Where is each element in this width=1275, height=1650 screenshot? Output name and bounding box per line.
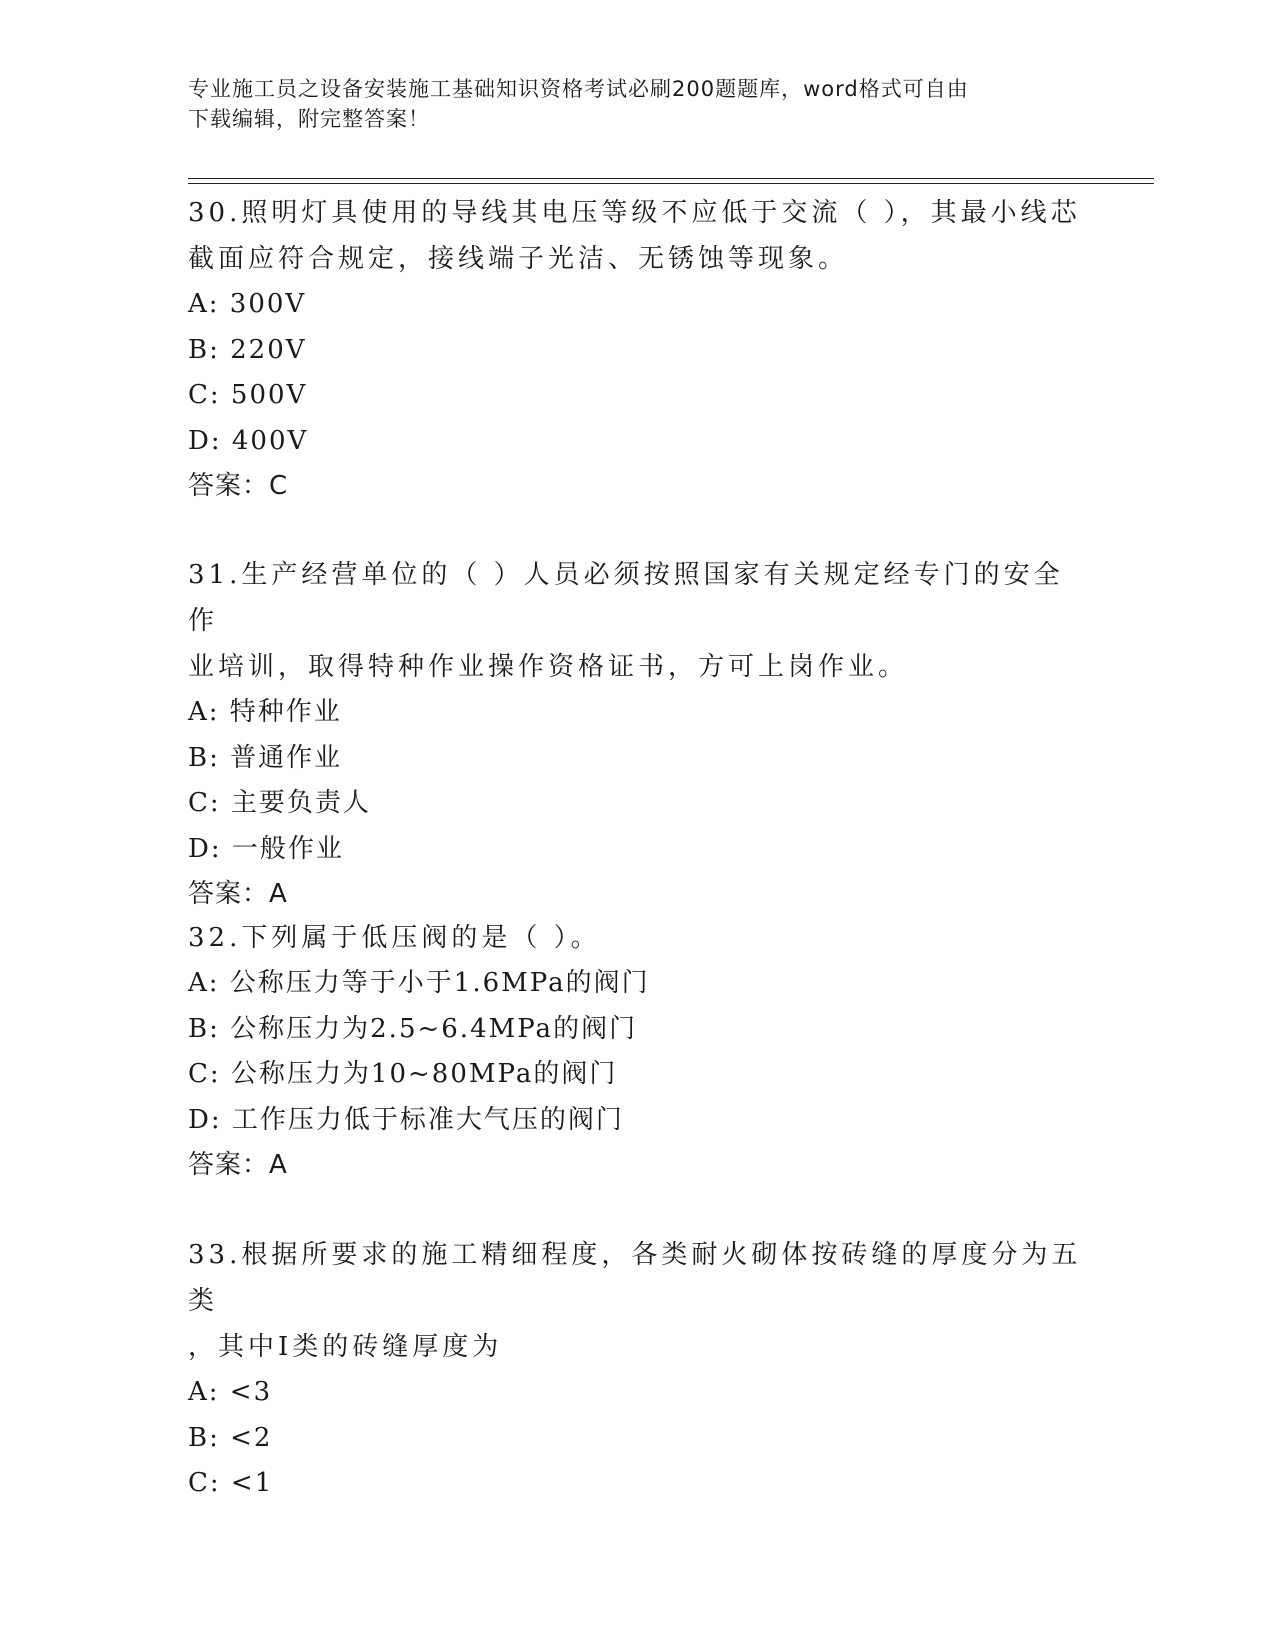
header-divider-bottom (188, 183, 1154, 184)
question-text-line: 业培训，取得特种作业操作资格证书，方可上岗作业。 (188, 652, 909, 682)
question-32 (188, 915, 1088, 1188)
option-b: B: 220V (188, 334, 307, 365)
document-header (188, 74, 1068, 134)
answer: 答案：A (188, 879, 288, 909)
option-b: B: 公称压力为2.5~6.4MPa的阀门 (188, 1013, 638, 1044)
option-a: A: 公称压力等于小于1.6MPa的阀门 (188, 968, 650, 998)
option-d: D: 400V (188, 425, 309, 456)
header-line-2: 下载编辑，附完整答案！ (188, 107, 430, 131)
question-text-line: 截面应符合规定，接线端子光洁、无锈蚀等现象。 (188, 244, 849, 274)
question-33 (188, 1232, 1088, 1507)
question-text-line: 32.下列属于低压阀的是（ ）。 (188, 923, 601, 953)
option-b: B: <2 (188, 1422, 273, 1453)
option-c: C: 主要负责人 (188, 788, 371, 818)
answer: 答案：A (188, 1150, 288, 1180)
header-divider-top (188, 178, 1154, 179)
question-30 (188, 190, 1088, 509)
option-a: A: 特种作业 (188, 697, 342, 727)
question-text-line: 31.生产经营单位的（ ）人员必须按照国家有关规定经专门的安全作 (188, 560, 1064, 636)
option-d: D: 一般作业 (188, 833, 344, 864)
option-b: B: 普通作业 (188, 742, 343, 773)
option-c: C: 公称压力为10~80MPa的阀门 (188, 1059, 618, 1089)
option-a: A: <3 (188, 1377, 273, 1407)
option-d: D: 工作压力低于标准大气压的阀门 (188, 1104, 624, 1135)
question-31 (188, 552, 1088, 917)
option-c: C: <1 (188, 1468, 274, 1498)
answer: 答案：C (188, 471, 289, 501)
option-c: C: 500V (188, 380, 308, 410)
option-a: A: 300V (188, 289, 307, 319)
header-line-1: 专业施工员之设备安装施工基础知识资格考试必刷200题题库，word格式可自由 (188, 77, 969, 101)
question-text-line: 33.根据所要求的施工精细程度，各类耐火砌体按砖缝的厚度分为五类 (188, 1240, 1082, 1316)
question-text-line: 30.照明灯具使用的导线其电压等级不应低于交流（ ），其最小线芯 (188, 198, 1081, 228)
question-text-line: ，其中Ⅰ类的砖缝厚度为 (188, 1332, 503, 1362)
